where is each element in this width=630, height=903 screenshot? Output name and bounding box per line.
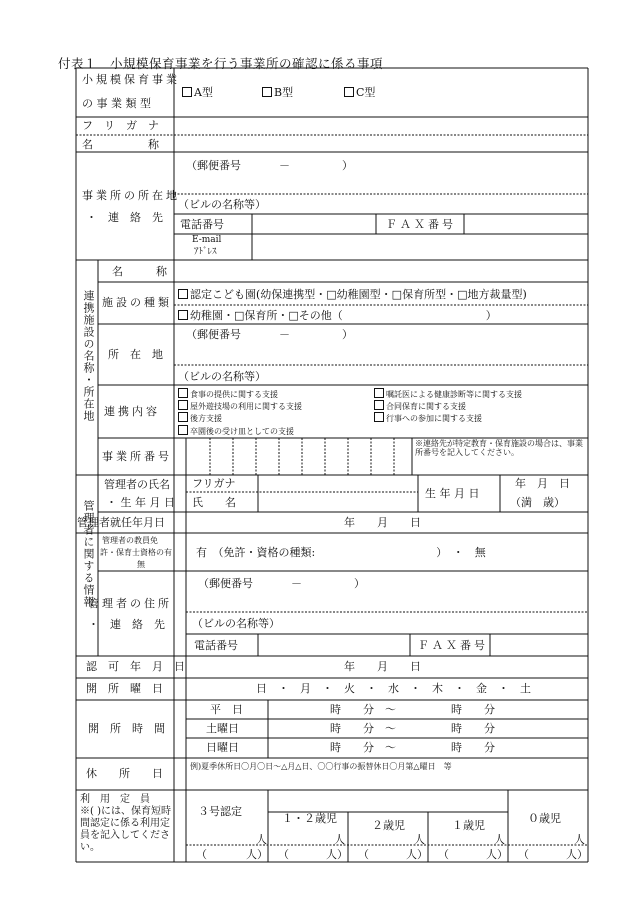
manager-vertical-label: 管理者に関する情報	[82, 500, 95, 608]
cap-unit-5: 人	[574, 833, 585, 846]
age0-label: ０歳児	[528, 812, 561, 825]
cap-unit-3: 人	[414, 833, 425, 846]
partner-type-checkbox-1[interactable]	[178, 289, 188, 299]
age12-label: １・２歳児	[282, 812, 337, 825]
office-postal: （郵便番号 － ）	[186, 159, 353, 172]
type-a-checkbox[interactable]	[182, 87, 192, 97]
content-checkbox-1[interactable]	[178, 388, 188, 398]
cap-unit-2: 人	[334, 833, 345, 846]
manager-license-label-3: 無	[137, 560, 145, 569]
office-building: （ビルの名称等）	[178, 198, 266, 211]
content-item-3[interactable]: 屋外遊技場の利用に関する支援	[178, 400, 302, 411]
office-label-1: 事業所の所在地	[82, 189, 180, 202]
hours-sunday-value: 時 分 ～ 時 分	[330, 741, 495, 754]
partner-number-note: ※連絡先が特定教育・保育施設の場合は、事業所番号を記入してください。	[415, 439, 583, 457]
manager-license-label-2: 許・保育士資格の有	[100, 548, 172, 557]
cap-paren-unit-4: 人）	[486, 848, 508, 861]
content-item-2[interactable]: 嘱託医による健康診断等に関する支援	[374, 388, 522, 399]
open-days[interactable]: 日 ・ 月 ・ 火 ・ 水 ・ 木 ・ 金 ・ 土	[256, 682, 531, 695]
content-checkbox-5[interactable]	[178, 412, 188, 422]
age2-label: ２歳児	[372, 819, 405, 832]
content-checkbox-3[interactable]	[178, 400, 188, 410]
approval-ymd: 年 月 日	[344, 660, 421, 673]
manager-start-ymd: 年 月 日	[344, 516, 421, 529]
type-label-1: 小規模保育事業	[82, 73, 180, 86]
cap-paren-open-3: （	[358, 848, 369, 861]
type-b-checkbox[interactable]	[262, 87, 272, 97]
manager-name-label-2: ・ 生 年 月 日	[106, 496, 175, 509]
form-title: 付表１ 小規模保育事業を行う事業所の確認に係る事項	[58, 56, 384, 71]
office-address-label: ｱﾄﾞﾚｽ	[194, 247, 217, 257]
cap-paren-unit-1: 人）	[246, 848, 268, 861]
cap-unit-1: 人	[256, 833, 267, 846]
manager-fax-label: ＦＡＸ番号	[418, 639, 488, 652]
manager-address-label-2: ・ 連 絡 先	[88, 618, 165, 631]
manager-postal: （郵便番号 － ）	[198, 577, 365, 590]
cap-paren-open-4: （	[438, 848, 449, 861]
partner-number-label: 事業所番号	[102, 450, 172, 463]
manager-age: （満 歳）	[510, 496, 565, 509]
hours-weekday-label: 平 日	[210, 703, 243, 716]
partner-vertical-label: 連携施設の名称・所在地	[82, 290, 95, 422]
open-days-label: 開 所 曜 日	[86, 682, 163, 695]
partner-type-line1[interactable]: 認定こども園(幼保連携型・□幼稚園型・□保育所型・□地方裁量型)	[178, 289, 527, 300]
hours-saturday-value: 時 分 ～ 時 分	[330, 722, 495, 735]
manager-license-label-1: 管理者の教員免	[102, 536, 158, 545]
hours-sunday-label: 日曜日	[206, 741, 239, 754]
type-option-c[interactable]: C型	[344, 87, 375, 98]
age1-label: １歳児	[452, 819, 485, 832]
cap-paren-unit-2: 人）	[326, 848, 348, 861]
manager-address-label-1: 管理者の住所	[88, 597, 172, 610]
manager-furigana-label: フリガナ	[192, 477, 236, 490]
manager-phone-label: 電話番号	[194, 639, 238, 652]
manager-license-value: 有 （免許・資格の種類: ） ・ 無	[196, 546, 486, 559]
partner-type-checkbox-2[interactable]	[178, 310, 188, 320]
office-phone-label: 電話番号	[180, 218, 224, 231]
type-option-b[interactable]: B型	[262, 87, 293, 98]
content-item-6[interactable]: 行事への参加に関する支援	[374, 412, 482, 423]
closed-example: 例)夏季休所日〇月〇日～△月△日、〇〇行事の振替休日〇月第△曜日 等	[190, 762, 452, 771]
manager-name-field-label: 氏 名	[192, 496, 236, 509]
content-checkbox-2[interactable]	[374, 388, 384, 398]
closed-label: 休 所 日	[86, 767, 163, 780]
type-label-2: の 事 業 類 型	[82, 97, 151, 110]
manager-name-label-1: 管理者の氏名	[104, 478, 170, 491]
office-email-label: E-mail	[192, 235, 222, 245]
office-fax-label: ＦＡＸ番号	[386, 218, 456, 231]
manager-birth-label: 生 年 月 日	[425, 487, 480, 500]
partner-building: （ビルの名称等）	[178, 370, 266, 383]
content-item-4[interactable]: 合同保育に関する支援	[374, 400, 466, 411]
hours-weekday-value: 時 分 ～ 時 分	[330, 703, 495, 716]
partner-type-label: 施設の種類	[102, 296, 172, 309]
cap-paren-open-1: （	[196, 848, 207, 861]
partner-content-label: 連携内容	[104, 405, 160, 418]
hours-label: 開 所 時 間	[88, 722, 165, 735]
furigana-label: フ リ ガ ナ	[82, 119, 159, 132]
type-option-a[interactable]: A型	[182, 87, 213, 98]
cap-paren-open-2: （	[278, 848, 289, 861]
capacity-label: 利 用 定 員 ※( )には、保育短時 間認定に係る利用定 員を記入してくださ い。	[80, 794, 171, 853]
partner-postal: （郵便番号 － ）	[186, 328, 353, 341]
content-item-5[interactable]: 後方支援	[178, 412, 222, 423]
cap-paren-unit-3: 人）	[406, 848, 428, 861]
content-checkbox-4[interactable]	[374, 400, 384, 410]
manager-building: （ビルの名称等）	[192, 617, 280, 630]
partner-name-label: 名 称	[112, 265, 167, 278]
content-checkbox-6[interactable]	[374, 412, 384, 422]
cap-paren-open-5: （	[518, 848, 529, 861]
partner-type-line2[interactable]: 幼稚園・□保育所・□その他（ ）	[178, 310, 497, 321]
content-item-7[interactable]: 卒園後の受け皿としての支援	[178, 425, 294, 436]
content-item-1[interactable]: 食事の提供に関する支援	[178, 388, 278, 399]
type-c-checkbox[interactable]	[344, 87, 354, 97]
name-label: 名 称	[82, 138, 159, 151]
approval-label: 認 可 年 月 日	[86, 660, 185, 673]
manager-birth-ymd: 年 月 日	[515, 477, 570, 490]
office-label-2: ・ 連 絡 先	[86, 211, 163, 224]
content-checkbox-7[interactable]	[178, 425, 188, 435]
partner-location-label: 所 在 地	[108, 348, 163, 361]
cert3-label: ３号認定	[198, 805, 242, 818]
hours-saturday-label: 土曜日	[206, 722, 239, 735]
cap-paren-unit-5: 人）	[566, 848, 588, 861]
manager-start-label: 管理者就任年月日	[77, 516, 165, 529]
cap-unit-4: 人	[494, 833, 505, 846]
